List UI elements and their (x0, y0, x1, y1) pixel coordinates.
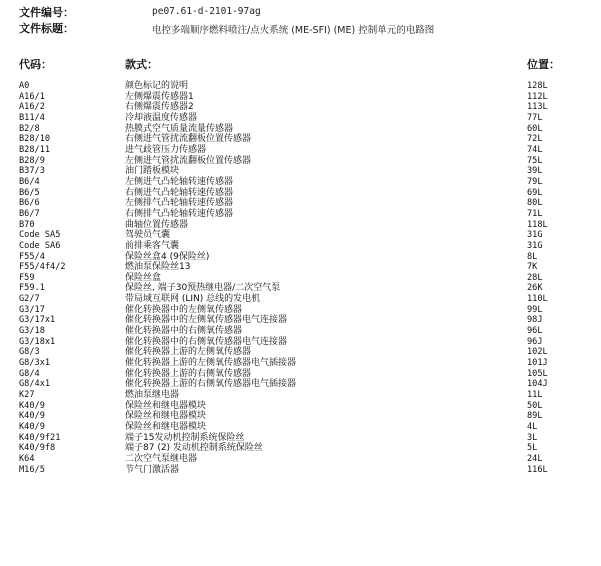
table-row (0, 124, 601, 135)
row-position: 8L (527, 251, 538, 262)
row-position: 98J (527, 315, 543, 326)
table-row (0, 358, 601, 369)
row-position: 110L (527, 294, 548, 305)
row-code: G8/4x1 (19, 379, 51, 390)
row-description: 热膜式空气质量流量传感器 (125, 123, 234, 134)
row-description: 燃油泵继电器 (125, 390, 180, 401)
row-position: 118L (527, 219, 548, 230)
doc-number-label: 文件编号： (19, 6, 74, 19)
table-row (0, 166, 601, 177)
table-row (0, 305, 601, 316)
row-position: 28L (527, 272, 543, 283)
header-description: 款式： (125, 58, 158, 71)
table-row (0, 177, 601, 188)
row-code: K27 (19, 390, 35, 401)
row-position: 24L (527, 453, 543, 464)
row-code: K40/9f21 (19, 432, 61, 443)
row-description: 催化转换器中的左侧氧传感器 (125, 304, 243, 315)
row-position: 89L (527, 411, 543, 422)
table-row (0, 422, 601, 433)
row-description: 带局域互联网 (LIN) 总线的发电机 (125, 294, 261, 305)
row-code: B11/4 (19, 112, 45, 123)
row-code: F55/4f4/2 (19, 262, 66, 273)
row-code: K40/9 (19, 422, 45, 432)
row-position: 71L (527, 208, 543, 219)
row-position: 80L (527, 198, 543, 209)
header-position: 位置： (527, 58, 560, 71)
row-position: 128L (527, 81, 548, 91)
row-description: 左侧爆震传感器1 (125, 91, 194, 102)
table-row (0, 369, 601, 380)
row-description: 保险丝和继电器模块 (125, 400, 207, 411)
table-row (0, 113, 601, 124)
row-code: Code SA5 (19, 230, 61, 241)
table-row (0, 401, 601, 412)
table-row (0, 337, 601, 348)
table-row (0, 273, 601, 284)
row-code: G3/17x1 (19, 315, 56, 326)
row-position: 112L (527, 91, 548, 102)
table-row (0, 102, 601, 113)
row-description: 催化转换器中的右侧氧传感器 (125, 326, 243, 337)
row-code: B6/7 (19, 208, 40, 219)
row-code: K40/9 (19, 400, 45, 411)
row-position: 99L (527, 304, 543, 315)
row-code: K64 (19, 453, 35, 464)
row-code: G8/3x1 (19, 358, 51, 369)
row-description: 二次空气泵继电器 (125, 453, 198, 464)
row-position: 96J (527, 336, 543, 347)
row-description: 左侧排气凸轮轴转速传感器 (125, 198, 234, 209)
row-position: 79L (527, 176, 543, 187)
row-position: 39L (527, 166, 543, 177)
row-code: A16/1 (19, 91, 45, 102)
row-position: 26K (527, 283, 543, 294)
table-row (0, 379, 601, 390)
row-position: 75L (527, 155, 543, 166)
table-row (0, 81, 601, 92)
doc-title-value: 电控多端顺序燃料喷注/点火系统 (ME-SFI) (ME) 控制单元的电路图 (152, 25, 435, 36)
row-code: K40/9f8 (19, 443, 56, 454)
row-description: 冷却液温度传感器 (125, 112, 198, 123)
row-description: 端子15发动机控制系统保险丝 (125, 432, 245, 443)
row-position: 101J (527, 358, 548, 369)
table-row (0, 411, 601, 422)
row-position: 113L (527, 102, 548, 113)
row-description: 催化转换器中的左侧氧传感器电气连接器 (125, 315, 288, 326)
table-row (0, 134, 601, 145)
row-description: 左侧进气凸轮轴转速传感器 (125, 176, 234, 187)
row-description: 保险丝和继电器模块 (125, 422, 207, 432)
row-position: 105L (527, 368, 548, 379)
component-table (0, 81, 601, 475)
row-position: 96L (527, 326, 543, 337)
row-description: 催化转换器中的右侧氧传感器电气连接器 (125, 336, 288, 347)
row-description: 保险丝, 端子30预热继电器/二次空气泵 (125, 283, 281, 294)
table-row (0, 252, 601, 263)
row-code: B6/5 (19, 187, 40, 198)
table-row (0, 315, 601, 326)
row-code: Code SA6 (19, 240, 61, 251)
row-code: B28/10 (19, 134, 51, 145)
table-row (0, 465, 601, 476)
row-description: 催化转换器上游的左侧氧传感器电气插接器 (125, 358, 297, 369)
table-row (0, 230, 601, 241)
row-position: 74L (527, 144, 543, 155)
table-row (0, 209, 601, 220)
table-row (0, 241, 601, 252)
row-position: 77L (527, 112, 543, 123)
table-row (0, 262, 601, 273)
row-code: B70 (19, 219, 35, 230)
row-description: 曲轴位置传感器 (125, 219, 189, 230)
row-position: 7K (527, 262, 538, 273)
row-position: 104J (527, 379, 548, 390)
row-position: 5L (527, 443, 538, 454)
row-description: 颜色标记的说明 (125, 81, 189, 91)
table-row (0, 220, 601, 231)
row-description: 前排乘客气囊 (125, 240, 180, 251)
row-code: B37/3 (19, 166, 45, 177)
row-code: B28/11 (19, 144, 51, 155)
row-code: G3/18 (19, 326, 45, 337)
row-code: B2/8 (19, 123, 40, 134)
row-description: 催化转换器上游的右侧氧传感器 (125, 368, 252, 379)
row-description: 催化转换器上游的右侧氧传感器电气插接器 (125, 379, 297, 390)
row-position: 4L (527, 422, 538, 432)
row-description: 催化转换器上游的左侧氧传感器 (125, 347, 252, 358)
row-description: 右侧进气管扰流翻板位置传感器 (125, 134, 252, 145)
row-description: 保险丝和继电器模块 (125, 411, 207, 422)
row-position: 11L (527, 390, 543, 401)
row-code: G8/3 (19, 347, 40, 358)
table-row (0, 198, 601, 209)
row-description: 油门踏板模块 (125, 166, 180, 177)
header-code: 代码： (19, 58, 52, 71)
row-description: 右侧爆震传感器2 (125, 102, 194, 113)
row-position: 116L (527, 464, 548, 475)
row-code: B6/6 (19, 198, 40, 209)
row-position: 60L (527, 123, 543, 134)
row-code: G2/7 (19, 294, 40, 305)
row-description: 右侧排气凸轮轴转速传感器 (125, 208, 234, 219)
row-description: 保险丝盒 (125, 272, 162, 283)
row-position: 3L (527, 432, 538, 443)
row-position: 50L (527, 400, 543, 411)
row-code: B28/9 (19, 155, 45, 166)
table-row (0, 443, 601, 454)
row-code: A16/2 (19, 102, 45, 113)
table-row (0, 294, 601, 305)
table-row (0, 326, 601, 337)
row-code: M16/5 (19, 464, 45, 475)
row-description: 保险丝盒4 (9保险丝) (125, 251, 210, 262)
row-description: 节气门激活器 (125, 464, 180, 475)
row-code: B6/4 (19, 176, 40, 187)
row-description: 端子87 (2) 发动机控制系统保险丝 (125, 443, 263, 454)
row-code: G3/17 (19, 304, 45, 315)
row-description: 右侧进气凸轮轴转速传感器 (125, 187, 234, 198)
row-code: G8/4 (19, 368, 40, 379)
table-row (0, 156, 601, 167)
row-code: K40/9 (19, 411, 45, 422)
row-description: 燃油泵保险丝13 (125, 262, 191, 273)
table-row (0, 390, 601, 401)
row-description: 驾驶员气囊 (125, 230, 171, 241)
row-position: 31G (527, 230, 543, 241)
row-code: F55/4 (19, 251, 45, 262)
table-row (0, 145, 601, 156)
row-description: 进气歧管压力传感器 (125, 144, 207, 155)
row-code: F59.1 (19, 283, 45, 294)
row-code: A0 (19, 81, 30, 91)
table-row (0, 433, 601, 444)
row-position: 69L (527, 187, 543, 198)
table-row (0, 454, 601, 465)
doc-number-value: pe07.61-d-2101-97ag (152, 6, 261, 17)
doc-title-label: 文件标题： (19, 22, 74, 35)
row-code: F59 (19, 272, 35, 283)
table-row (0, 283, 601, 294)
table-row (0, 347, 601, 358)
row-position: 72L (527, 134, 543, 145)
table-row (0, 188, 601, 199)
row-position: 31G (527, 240, 543, 251)
row-position: 102L (527, 347, 548, 358)
table-row (0, 92, 601, 103)
row-code: G3/18x1 (19, 336, 56, 347)
row-description: 左侧进气管扰流翻板位置传感器 (125, 155, 252, 166)
